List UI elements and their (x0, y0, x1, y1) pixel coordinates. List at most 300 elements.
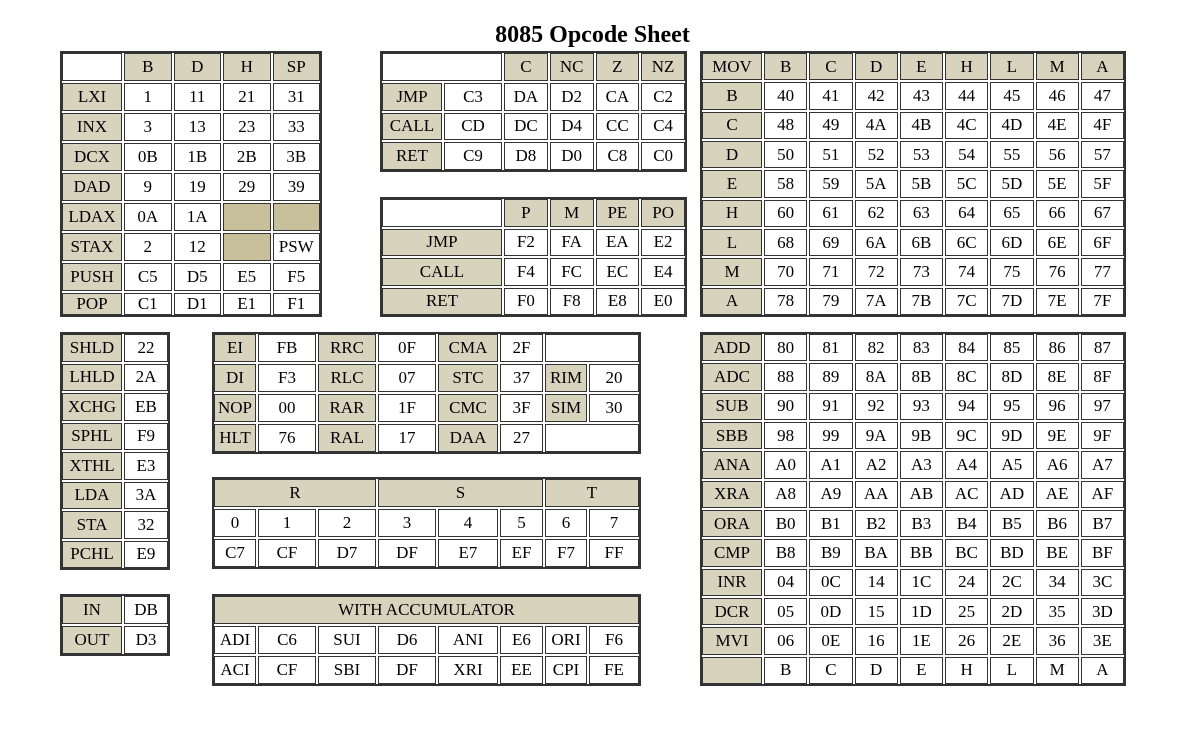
opcode-cell: 41 (809, 82, 852, 109)
opcode-cell: E8 (596, 288, 640, 316)
opcode-cell: 91 (809, 393, 852, 420)
opcode-cell: E7 (438, 539, 498, 567)
opcode-cell: 48 (764, 112, 807, 139)
opcode-cell (273, 203, 321, 231)
row-label: SBB (702, 422, 762, 449)
opcode-cell: 97 (1081, 393, 1124, 420)
opcode-cell: 62 (855, 200, 898, 227)
opcode-cell: 5F (1081, 170, 1124, 197)
opcode-cell: 79 (809, 288, 852, 315)
opcode-cell: 67 (1081, 200, 1124, 227)
accumulator-immediate-table (212, 594, 641, 686)
opcode-cell: 2D (990, 598, 1033, 625)
opcode-cell: F9 (124, 423, 168, 451)
opcode-cell: C5 (124, 263, 172, 291)
opcode-cell: 3 (124, 113, 172, 141)
row-label: MVI (702, 627, 762, 654)
mnemonic-label: RIM (545, 364, 587, 392)
opcode-cell: E9 (124, 541, 168, 569)
opcode-cell: 98 (764, 422, 807, 449)
opcode-cell: 3E (1081, 627, 1124, 654)
opcode-cell: E6 (500, 626, 543, 654)
opcode-cell: 8F (1081, 363, 1124, 390)
opcode-cell: A7 (1081, 451, 1124, 478)
opcode-cell: 9A (855, 422, 898, 449)
rst-table (212, 477, 641, 569)
opcode-cell: CC (596, 113, 640, 141)
column-header: D (855, 53, 898, 80)
opcode-cell: 61 (809, 200, 852, 227)
opcode-cell: A3 (900, 451, 943, 478)
opcode-cell: 80 (764, 334, 807, 361)
row-label: SHLD (62, 334, 122, 362)
opcode-cell: AE (1036, 481, 1079, 508)
opcode-cell: DC (504, 113, 548, 141)
opcode-cell: A0 (764, 451, 807, 478)
rst-number: 6 (545, 509, 587, 537)
opcode-cell: 88 (764, 363, 807, 390)
corner-cell (382, 53, 502, 81)
opcode-cell: C3 (444, 83, 502, 111)
row-label: LDA (62, 482, 122, 510)
opcode-cell: 21 (223, 83, 271, 111)
opcode-cell: 64 (945, 200, 988, 227)
opcode-cell: 51 (809, 141, 852, 168)
opcode-cell: 7F (1081, 288, 1124, 315)
opcode-cell: 55 (990, 141, 1033, 168)
rst-number: 3 (378, 509, 436, 537)
opcode-cell: DB (124, 596, 168, 624)
opcode-cell: 06 (764, 627, 807, 654)
row-label: C (702, 112, 762, 139)
opcode-cell: 90 (764, 393, 807, 420)
column-header: M (1036, 53, 1079, 80)
opcode-cell: 43 (900, 82, 943, 109)
opcode-cell: C2 (641, 83, 685, 111)
opcode-cell: 2E (990, 627, 1033, 654)
opcode-cell: AB (900, 481, 943, 508)
opcode-cell: F8 (550, 288, 594, 316)
opcode-cell: 9 (124, 173, 172, 201)
opcode-cell: FB (258, 334, 316, 362)
opcode-cell: 17 (378, 424, 436, 452)
opcode-cell: E3 (124, 452, 168, 480)
opcode-cell: F2 (504, 229, 548, 257)
opcode-cell: 5B (900, 170, 943, 197)
opcode-cell: F1 (273, 293, 321, 315)
opcode-cell: 7D (990, 288, 1033, 315)
column-header: E (900, 53, 943, 80)
opcode-cell: 34 (1036, 569, 1079, 596)
rst-number: 7 (589, 509, 639, 537)
opcode-cell: CA (596, 83, 640, 111)
mnemonic-label: HLT (214, 424, 256, 452)
opcode-cell: 7A (855, 288, 898, 315)
opcode-cell: 4F (1081, 112, 1124, 139)
opcode-cell: 4C (945, 112, 988, 139)
opcode-cell: B9 (809, 539, 852, 566)
opcode-cell: 0B (124, 143, 172, 171)
alu-ops-table (700, 332, 1126, 686)
opcode-cell: 53 (900, 141, 943, 168)
opcode-cell: E0 (641, 288, 685, 316)
opcode-cell: A1 (809, 451, 852, 478)
opcode-cell: DF (378, 656, 436, 684)
column-header: Z (596, 53, 640, 81)
row-label: JMP (382, 83, 442, 111)
row-label: JMP (382, 229, 502, 257)
opcode-cell: 70 (764, 258, 807, 285)
row-label: INX (62, 113, 122, 141)
opcode-cell: AF (1081, 481, 1124, 508)
opcode-cell: 12 (174, 233, 222, 261)
opcode-cell: 7E (1036, 288, 1079, 315)
opcode-cell: 49 (809, 112, 852, 139)
mnemonic-label: RLC (318, 364, 376, 392)
opcode-cell: 1C (900, 569, 943, 596)
opcode-cell: 75 (990, 258, 1033, 285)
opcode-cell: 36 (1036, 627, 1079, 654)
opcode-cell: 87 (1081, 334, 1124, 361)
opcode-cell: AA (855, 481, 898, 508)
opcode-cell: 2 (124, 233, 172, 261)
opcode-cell: 3D (1081, 598, 1124, 625)
opcode-cell: 78 (764, 288, 807, 315)
opcode-cell: 9D (990, 422, 1033, 449)
opcode-cell: 26 (945, 627, 988, 654)
opcode-cell: 6B (900, 229, 943, 256)
opcode-cell: 50 (764, 141, 807, 168)
opcode-cell: E4 (641, 258, 685, 286)
opcode-cell: 11 (174, 83, 222, 111)
opcode-cell: 37 (500, 364, 543, 392)
column-header: H (223, 53, 271, 81)
opcode-cell: C0 (641, 142, 685, 170)
opcode-cell: FF (589, 539, 639, 567)
opcode-cell: 8B (900, 363, 943, 390)
opcode-cell: 3B (273, 143, 321, 171)
column-header: SP (273, 53, 321, 81)
mnemonic-label: RRC (318, 334, 376, 362)
opcode-cell: BC (945, 539, 988, 566)
opcode-cell: 42 (855, 82, 898, 109)
opcode-cell: 27 (500, 424, 543, 452)
rst-group-header: S (378, 479, 543, 507)
mnemonic-label: ACI (214, 656, 256, 684)
row-label: INR (702, 569, 762, 596)
rst-number: 0 (214, 509, 256, 537)
opcode-cell: 93 (900, 393, 943, 420)
opcode-cell: F0 (504, 288, 548, 316)
mov-corner: MOV (702, 53, 762, 80)
opcode-cell: B2 (855, 510, 898, 537)
opcode-cell: BE (1036, 539, 1079, 566)
opcode-cell: 92 (855, 393, 898, 420)
column-header: NC (550, 53, 594, 81)
opcode-cell: 9F (1081, 422, 1124, 449)
opcode-cell: F5 (273, 263, 321, 291)
opcode-cell: CF (258, 539, 316, 567)
row-label: STA (62, 511, 122, 539)
opcode-cell: 3F (500, 394, 543, 422)
opcode-cell: 59 (809, 170, 852, 197)
opcode-cell: 66 (1036, 200, 1079, 227)
opcode-cell: 77 (1081, 258, 1124, 285)
io-ops-table (60, 594, 170, 656)
row-label: DCR (702, 598, 762, 625)
opcode-cell: 4D (990, 112, 1033, 139)
register-footer: E (900, 657, 943, 684)
mnemonic-label: STC (438, 364, 498, 392)
row-label: LXI (62, 83, 122, 111)
row-label: RET (382, 142, 442, 170)
register-footer: B (764, 657, 807, 684)
register-footer: L (990, 657, 1033, 684)
mnemonic-label: CMA (438, 334, 498, 362)
opcode-cell: 52 (855, 141, 898, 168)
opcode-cell: B3 (900, 510, 943, 537)
opcode-cell: 89 (809, 363, 852, 390)
row-label: DAD (62, 173, 122, 201)
empty-cell (545, 424, 639, 452)
opcode-cell: 4E (1036, 112, 1079, 139)
opcode-cell: A9 (809, 481, 852, 508)
row-label: ADC (702, 363, 762, 390)
opcode-cell: 0F (378, 334, 436, 362)
row-label: L (702, 229, 762, 256)
mnemonic-label: XRI (438, 656, 498, 684)
opcode-cell: 2B (223, 143, 271, 171)
opcode-cell: 7C (945, 288, 988, 315)
opcode-cell: D0 (550, 142, 594, 170)
mnemonic-label: ORI (545, 626, 587, 654)
opcode-cell: D2 (550, 83, 594, 111)
opcode-cell: 32 (124, 511, 168, 539)
opcode-cell: EF (500, 539, 543, 567)
opcode-cell: 8C (945, 363, 988, 390)
opcode-cell: DA (504, 83, 548, 111)
opcode-cell: 04 (764, 569, 807, 596)
mnemonic-label: RAL (318, 424, 376, 452)
column-header: M (550, 199, 594, 227)
opcode-cell: D8 (504, 142, 548, 170)
row-label: XCHG (62, 393, 122, 421)
opcode-cell: 96 (1036, 393, 1079, 420)
opcode-cell: 9C (945, 422, 988, 449)
opcode-cell: 15 (855, 598, 898, 625)
opcode-cell: 72 (855, 258, 898, 285)
register-footer: C (809, 657, 852, 684)
opcode-cell: C8 (596, 142, 640, 170)
opcode-cell: 31 (273, 83, 321, 111)
opcode-cell: 6E (1036, 229, 1079, 256)
opcode-cell: 20 (589, 364, 639, 392)
mnemonic-label: RAR (318, 394, 376, 422)
opcode-cell: 1E (900, 627, 943, 654)
opcode-cell: BA (855, 539, 898, 566)
register-footer: A (1081, 657, 1124, 684)
opcode-cell: 8E (1036, 363, 1079, 390)
register-footer: H (945, 657, 988, 684)
opcode-cell: 5D (990, 170, 1033, 197)
mnemonic-label: ADI (214, 626, 256, 654)
mnemonic-label: EI (214, 334, 256, 362)
opcode-cell: 58 (764, 170, 807, 197)
opcode-cell: 85 (990, 334, 1033, 361)
opcode-cell: 0C (809, 569, 852, 596)
opcode-cell: F4 (504, 258, 548, 286)
register-pair-table (60, 51, 322, 317)
opcode-cell: F6 (589, 626, 639, 654)
row-label: PUSH (62, 263, 122, 291)
opcode-cell: B0 (764, 510, 807, 537)
opcode-cell: A5 (990, 451, 1033, 478)
column-header (62, 53, 122, 81)
opcode-cell: 30 (589, 394, 639, 422)
opcode-cell: 0D (809, 598, 852, 625)
opcode-cell: 9B (900, 422, 943, 449)
column-header: P (504, 199, 548, 227)
mnemonic-label: ANI (438, 626, 498, 654)
row-label: XTHL (62, 452, 122, 480)
opcode-cell: 39 (273, 173, 321, 201)
row-label: XRA (702, 481, 762, 508)
opcode-cell: BF (1081, 539, 1124, 566)
mov-matrix-table (700, 51, 1126, 317)
column-header: H (945, 53, 988, 80)
opcode-cell: 68 (764, 229, 807, 256)
mnemonic-label: SUI (318, 626, 376, 654)
opcode-cell: 71 (809, 258, 852, 285)
opcode-cell: BB (900, 539, 943, 566)
column-header: L (990, 53, 1033, 80)
row-label: ANA (702, 451, 762, 478)
mnemonic-label: SBI (318, 656, 376, 684)
opcode-cell: E1 (223, 293, 271, 315)
row-label: LHLD (62, 364, 122, 392)
opcode-cell: B4 (945, 510, 988, 537)
opcode-cell: 35 (1036, 598, 1079, 625)
opcode-cell: C4 (641, 113, 685, 141)
row-label: POP (62, 293, 122, 315)
opcode-cell: D4 (550, 113, 594, 141)
opcode-cell: 44 (945, 82, 988, 109)
opcode-cell: B5 (990, 510, 1033, 537)
row-label: PCHL (62, 541, 122, 569)
opcode-cell: 19 (174, 173, 222, 201)
branch-sign-parity-table (380, 197, 687, 317)
opcode-cell: 73 (900, 258, 943, 285)
row-label: LDAX (62, 203, 122, 231)
column-header: B (764, 53, 807, 80)
opcode-cell (223, 233, 271, 261)
opcode-cell: 45 (990, 82, 1033, 109)
opcode-cell: 0A (124, 203, 172, 231)
column-header: PO (641, 199, 685, 227)
opcode-cell: AC (945, 481, 988, 508)
opcode-cell: 1 (124, 83, 172, 111)
opcode-cell: 65 (990, 200, 1033, 227)
opcode-cell: D3 (124, 626, 168, 654)
opcode-cell: 25 (945, 598, 988, 625)
opcode-cell: 05 (764, 598, 807, 625)
row-label: CMP (702, 539, 762, 566)
opcode-cell: A4 (945, 451, 988, 478)
rst-group-header: R (214, 479, 376, 507)
opcode-cell: 6A (855, 229, 898, 256)
opcode-cell: B6 (1036, 510, 1079, 537)
row-label: B (702, 82, 762, 109)
row-label: ADD (702, 334, 762, 361)
opcode-cell: 5E (1036, 170, 1079, 197)
opcode-cell: EE (500, 656, 543, 684)
column-header: PE (596, 199, 640, 227)
opcode-cell: 57 (1081, 141, 1124, 168)
opcode-cell: 1D (900, 598, 943, 625)
opcode-cell: EA (596, 229, 640, 257)
opcode-cell: 83 (900, 334, 943, 361)
opcode-cell: 33 (273, 113, 321, 141)
opcode-cell: 5C (945, 170, 988, 197)
opcode-cell: 94 (945, 393, 988, 420)
opcode-cell: D6 (378, 626, 436, 654)
opcode-cell: CF (258, 656, 316, 684)
opcode-cell: 56 (1036, 141, 1079, 168)
opcode-cell: 76 (258, 424, 316, 452)
opcode-cell: 22 (124, 334, 168, 362)
opcode-cell: 2C (990, 569, 1033, 596)
row-label (702, 657, 762, 684)
opcode-cell: 13 (174, 113, 222, 141)
opcode-cell: 0E (809, 627, 852, 654)
opcode-cell: 07 (378, 364, 436, 392)
opcode-cell: FE (589, 656, 639, 684)
opcode-cell: 99 (809, 422, 852, 449)
opcode-cell: 54 (945, 141, 988, 168)
opcode-cell: 82 (855, 334, 898, 361)
row-label: SPHL (62, 423, 122, 451)
opcode-cell: CD (444, 113, 502, 141)
opcode-cell: B7 (1081, 510, 1124, 537)
opcode-cell: 7B (900, 288, 943, 315)
column-header: C (504, 53, 548, 81)
opcode-cell: 1B (174, 143, 222, 171)
opcode-cell: 8A (855, 363, 898, 390)
mnemonic-label: DAA (438, 424, 498, 452)
opcode-cell: D7 (318, 539, 376, 567)
control-ops-table (212, 332, 641, 454)
rst-number: 4 (438, 509, 498, 537)
mnemonic-label: CPI (545, 656, 587, 684)
opcode-cell: PSW (273, 233, 321, 261)
row-label: CALL (382, 113, 442, 141)
opcode-cell: 9E (1036, 422, 1079, 449)
opcode-cell: 40 (764, 82, 807, 109)
opcode-cell: EC (596, 258, 640, 286)
rst-number: 2 (318, 509, 376, 537)
opcode-cell: EB (124, 393, 168, 421)
opcode-cell: A2 (855, 451, 898, 478)
opcode-cell: 84 (945, 334, 988, 361)
row-label: DCX (62, 143, 122, 171)
row-label: IN (62, 596, 122, 624)
opcode-cell: 23 (223, 113, 271, 141)
row-label: H (702, 200, 762, 227)
opcode-cell: 1F (378, 394, 436, 422)
row-label: OUT (62, 626, 122, 654)
mnemonic-label: NOP (214, 394, 256, 422)
opcode-cell: 46 (1036, 82, 1079, 109)
